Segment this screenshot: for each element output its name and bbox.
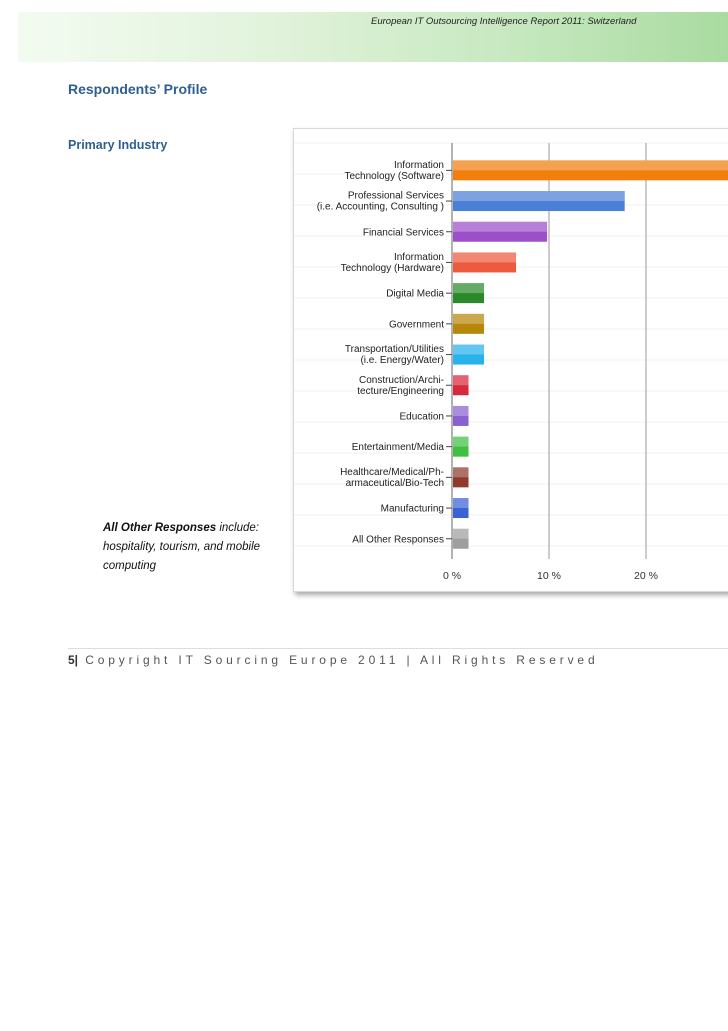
- running-header: European IT Outsourcing Intelligence Report 2011: Switzerland: [371, 16, 637, 27]
- category-label-line: Information: [393, 251, 444, 263]
- category-label-line: Technology (Hardware): [340, 262, 444, 274]
- category-label: Government: [388, 319, 444, 331]
- bar-highlight: [453, 467, 469, 477]
- category-label: [345, 160, 445, 182]
- category-label: Entertainment/Media: [351, 442, 444, 454]
- category-label-line: tecture/Engineering: [357, 385, 444, 397]
- category-label-line: armaceutical/Bio-Tech: [345, 477, 444, 489]
- note-bold-label: All Other Responses: [103, 522, 217, 534]
- bar-highlight: [453, 283, 484, 293]
- category-label: Digital Media: [386, 288, 444, 300]
- category-label-line: Transportation/Utilities: [344, 344, 444, 356]
- category-label: [341, 252, 444, 274]
- x-tick-label: 0 %: [442, 570, 462, 582]
- bar-highlight: [453, 191, 625, 201]
- category-label-line: Healthcare/Medical/Ph-: [340, 466, 444, 478]
- bar-highlight: [453, 406, 469, 416]
- section-title: Respondents’ Profile: [68, 81, 208, 97]
- note-text: include: hospitality, tourism, and mobile computing: [103, 522, 261, 572]
- bar-highlight: [453, 160, 728, 170]
- category-label-line: Technology (Software): [344, 170, 444, 182]
- page-footer: [68, 653, 598, 667]
- page-number: 5|: [68, 653, 79, 667]
- category-label: [340, 467, 444, 489]
- category-label-line: Information: [393, 159, 444, 171]
- x-tick-label: 20 %: [634, 570, 658, 582]
- category-label-line: (i.e. Energy/Water): [360, 355, 444, 367]
- category-label-line: Construction/Archi-: [358, 374, 444, 386]
- category-label-line: Professional Services: [347, 190, 444, 202]
- category-label: All Other Responses: [352, 534, 444, 546]
- copyright-text: Copyright IT Sourcing Europe 2011 | All Rights Reserved: [78, 653, 599, 667]
- category-label: [357, 375, 444, 397]
- x-tick-label: 10 %: [537, 570, 561, 582]
- bar-highlight: [453, 498, 469, 508]
- bar-highlight: [453, 222, 547, 232]
- primary-industry-chart: [293, 128, 728, 592]
- subsection-title: Primary Industry: [68, 138, 168, 152]
- bar-highlight: [453, 345, 484, 355]
- bar-highlight: [453, 252, 516, 262]
- category-label: Manufacturing: [380, 503, 444, 515]
- bar-chart-svg: [294, 129, 728, 591]
- category-label-line: (i.e. Accounting, Consulting ): [316, 201, 444, 213]
- bar-highlight: [453, 314, 484, 324]
- bar-highlight: [453, 437, 469, 447]
- category-label: [317, 191, 444, 213]
- category-label: [345, 344, 444, 366]
- other-responses-note: [103, 519, 303, 576]
- footer-divider: [68, 648, 728, 649]
- category-label: Financial Services: [362, 227, 444, 239]
- bar-highlight: [453, 529, 469, 539]
- bar-highlight: [453, 375, 469, 385]
- category-label: Education: [399, 411, 444, 423]
